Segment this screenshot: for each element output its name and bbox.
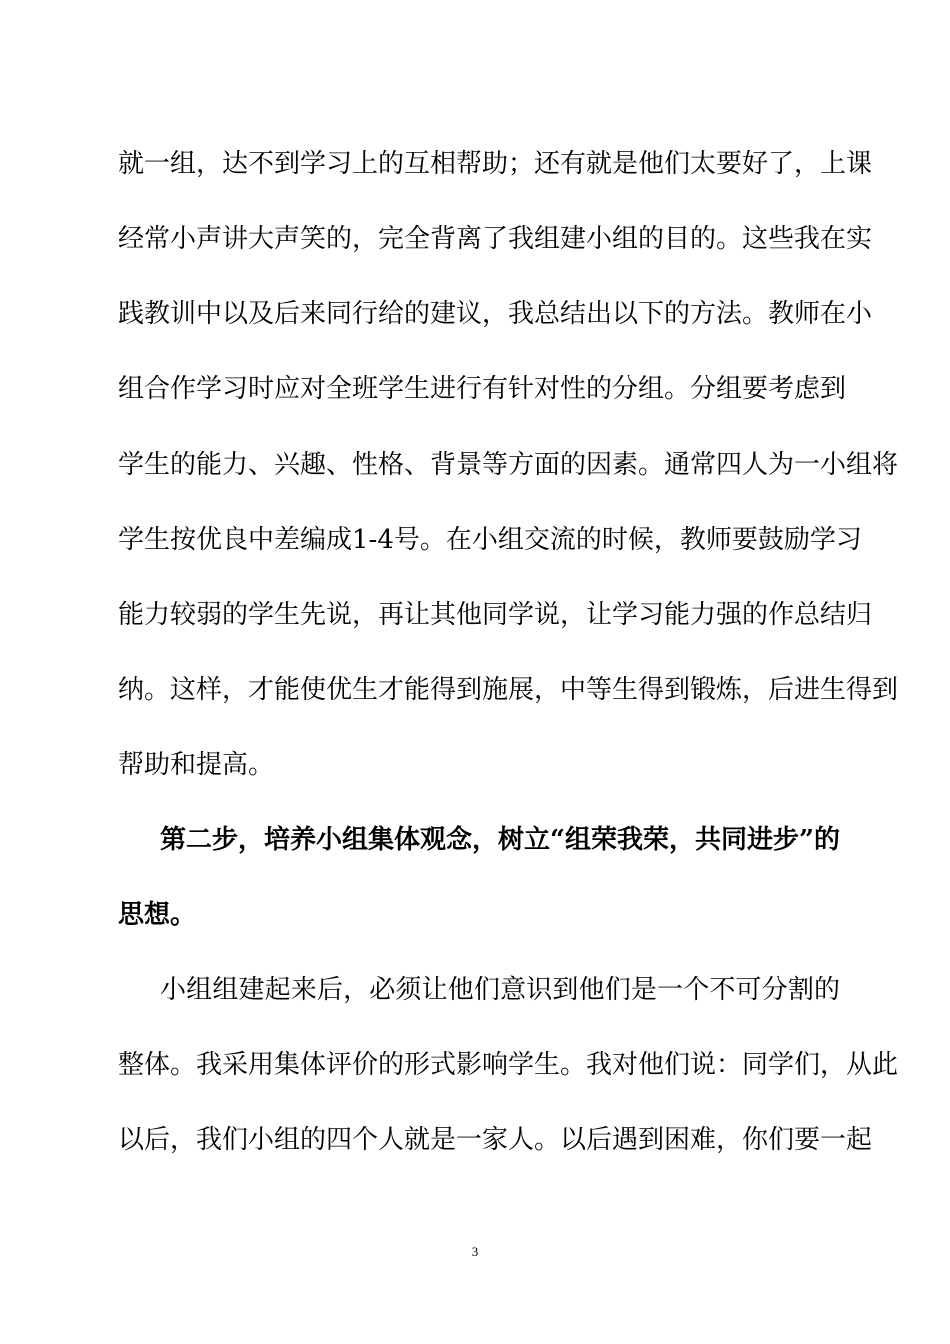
body-text-line: 就一组，达不到学习上的互相帮助；还有就是他们太要好了，上课 [118,149,873,179]
body-text-line: 经常小声讲大声笑的，完全背离了我组建小组的目的。这些我在实 [118,224,873,254]
body-text-line: 学生的能力、兴趣、性格、背景等方面的因素。通常四人为一小组将 [118,450,899,480]
body-text-line: 以后，我们小组的四个人就是一家人。以后遇到困难，你们要一起 [118,1125,873,1155]
body-text-line: 学生按优良中差编成1-4号。在小组交流的时候，教师要鼓励学习 [118,525,862,555]
body-text-line: 小组组建起来后，必须让他们意识到他们是一个不可分割的 [160,975,840,1005]
body-text-line: 践教训中以及后来同行给的建议，我总结出以下的方法。教师在小 [118,299,873,329]
body-text-line: 能力较弱的学生先说，再让其他同学说，让学习能力强的作总结归 [118,600,873,630]
section-heading-line: 思想。 [118,900,197,930]
section-heading-line: 第二步，培养小组集体观念，树立“组荣我荣，共同进步”的 [160,825,840,855]
page-number: 3 [471,1244,479,1259]
body-text-line: 帮助和提高。 [118,750,275,780]
body-text-line: 组合作学习时应对全班学生进行有针对性的分组。分组要考虑到 [118,374,847,404]
body-text-line: 整体。我采用集体评价的形式影响学生。我对他们说：同学们，从此 [118,1050,899,1080]
body-text-line: 纳。这样，才能使优生才能得到施展，中等生得到锻炼，后进生得到 [118,675,899,705]
